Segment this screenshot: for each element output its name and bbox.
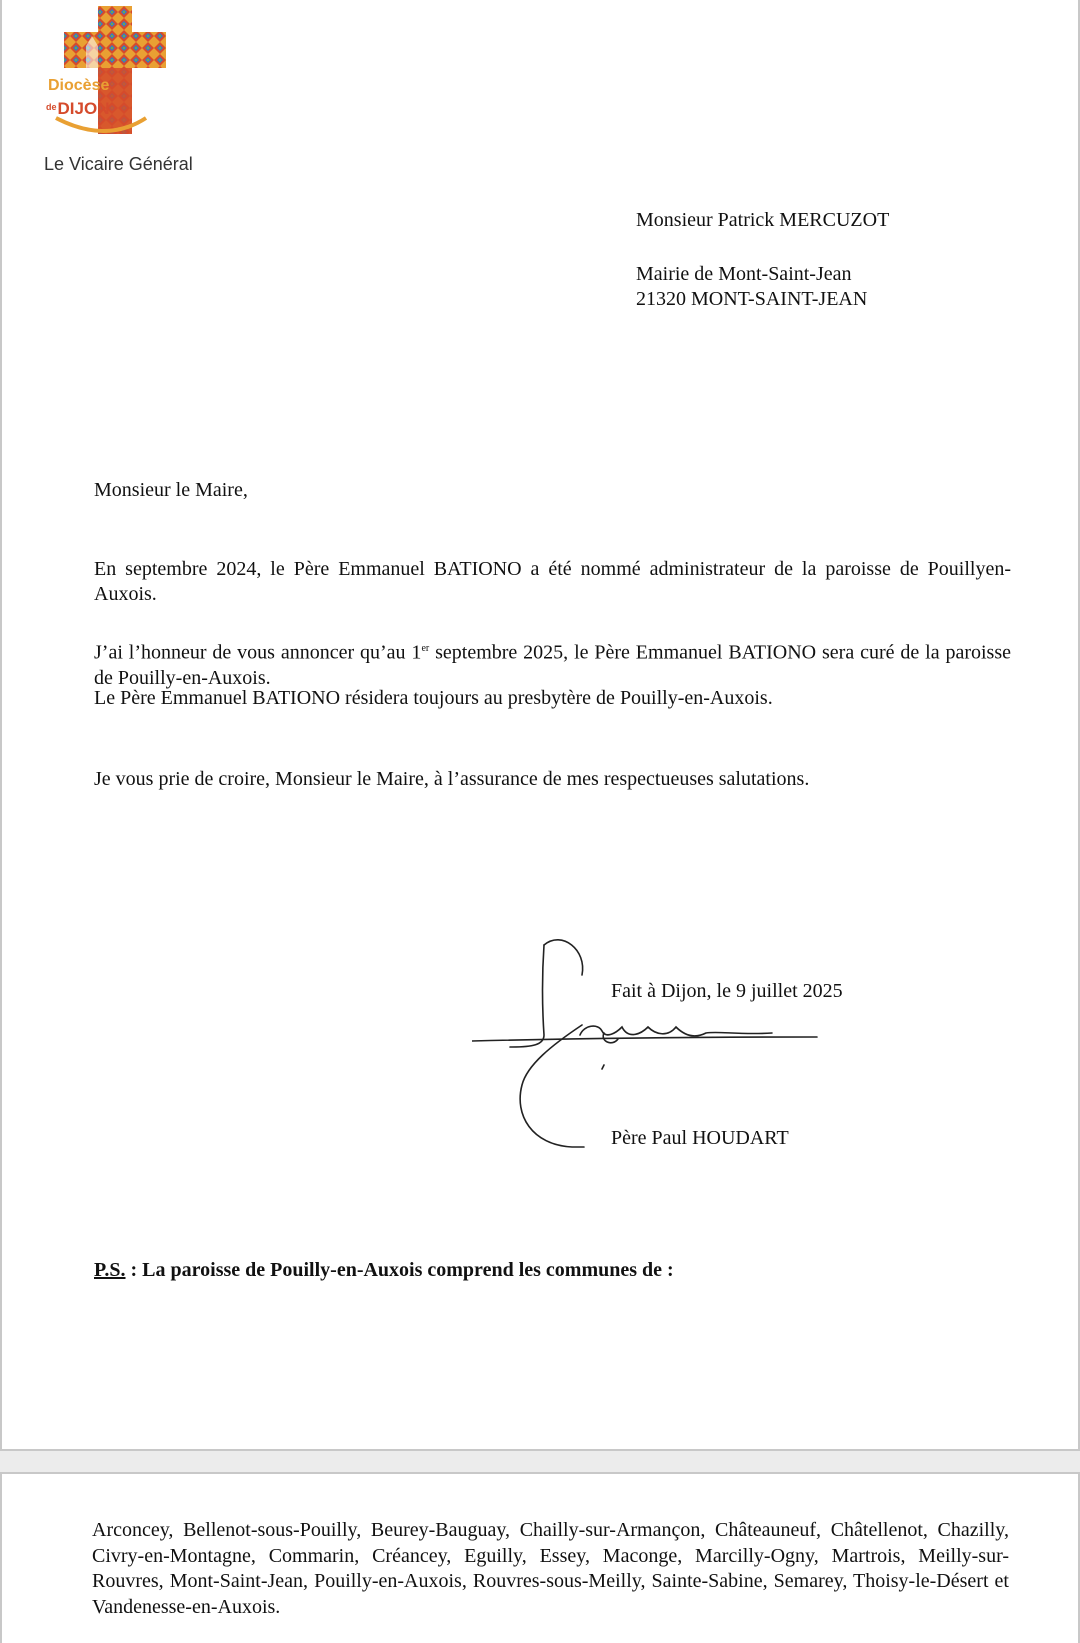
paragraph-2-start: J’ai l’honneur de vous annoncer qu’au 1 <box>94 641 422 664</box>
address-line-1: Mairie de Mont-Saint-Jean <box>636 263 852 285</box>
paragraph-1: En septembre 2024, le Père Emmanuel BATIONO a été nommé administrateur de la paroisse de Pouillyen-Auxois. <box>94 558 1011 605</box>
handwritten-signature <box>472 935 832 1155</box>
diocese-logo <box>46 6 176 140</box>
logo-dijon-word: DIJON <box>57 99 110 118</box>
header-subtitle: Le Vicaire Général <box>44 154 193 174</box>
postscript <box>94 1258 674 1283</box>
ps-label: P.S. <box>94 1259 126 1281</box>
logo-diocese-text: Diocèse <box>48 77 110 94</box>
paragraph-4: Je vous prie de croire, Monsieur le Maire, à l’assurance de mes respectueuses salutations. <box>94 768 810 790</box>
address-line-2: 21320 MONT-SAINT-JEAN <box>636 288 868 310</box>
ps-text: : La paroisse de Pouilly-en-Auxois comprend les communes de : <box>125 1259 674 1281</box>
paragraph-3: Le Père Emmanuel BATIONO résidera toujours au presbytère de Pouilly-en-Auxois. <box>94 687 773 709</box>
recipient-address <box>636 262 867 312</box>
salutation: Monsieur le Maire, <box>94 479 248 501</box>
logo-de-text: de <box>46 102 57 112</box>
signer-name: Père Paul HOUDART <box>611 1127 789 1149</box>
paragraph-2-end: septembre 2025, le Père Emmanuel BATIONO sera curé de la paroisse de Pouilly-en-Auxois. <box>94 641 1011 689</box>
communes-list: Arconcey, Bellenot-sous-Pouilly, Beurey-Bauguay, Chailly-sur-Armançon, Châteauneuf, Châtellenot, Chazilly, Civry-en-Montagne, Commarin, Créancey, Eguilly, Essey, Maconge, Marcilly-Ogny, Martrois, Meilly-sur-Rouvres, Mont-Saint-Jean, Pouilly-en-Auxois, Rouvres-sous-Meilly, Sainte-Sabine, Semarey, Thoisy-le-Désert et Vandenesse-en-Auxois. <box>92 1519 1009 1618</box>
diocese-cross-icon <box>46 6 176 140</box>
ordinal-superscript: er <box>421 643 430 654</box>
place-date: Fait à Dijon, le 9 juillet 2025 <box>611 980 843 1002</box>
paragraph-2 <box>94 636 1011 691</box>
logo-dijon-text <box>46 98 136 118</box>
recipient-name: Monsieur Patrick MERCUZOT <box>636 209 890 231</box>
